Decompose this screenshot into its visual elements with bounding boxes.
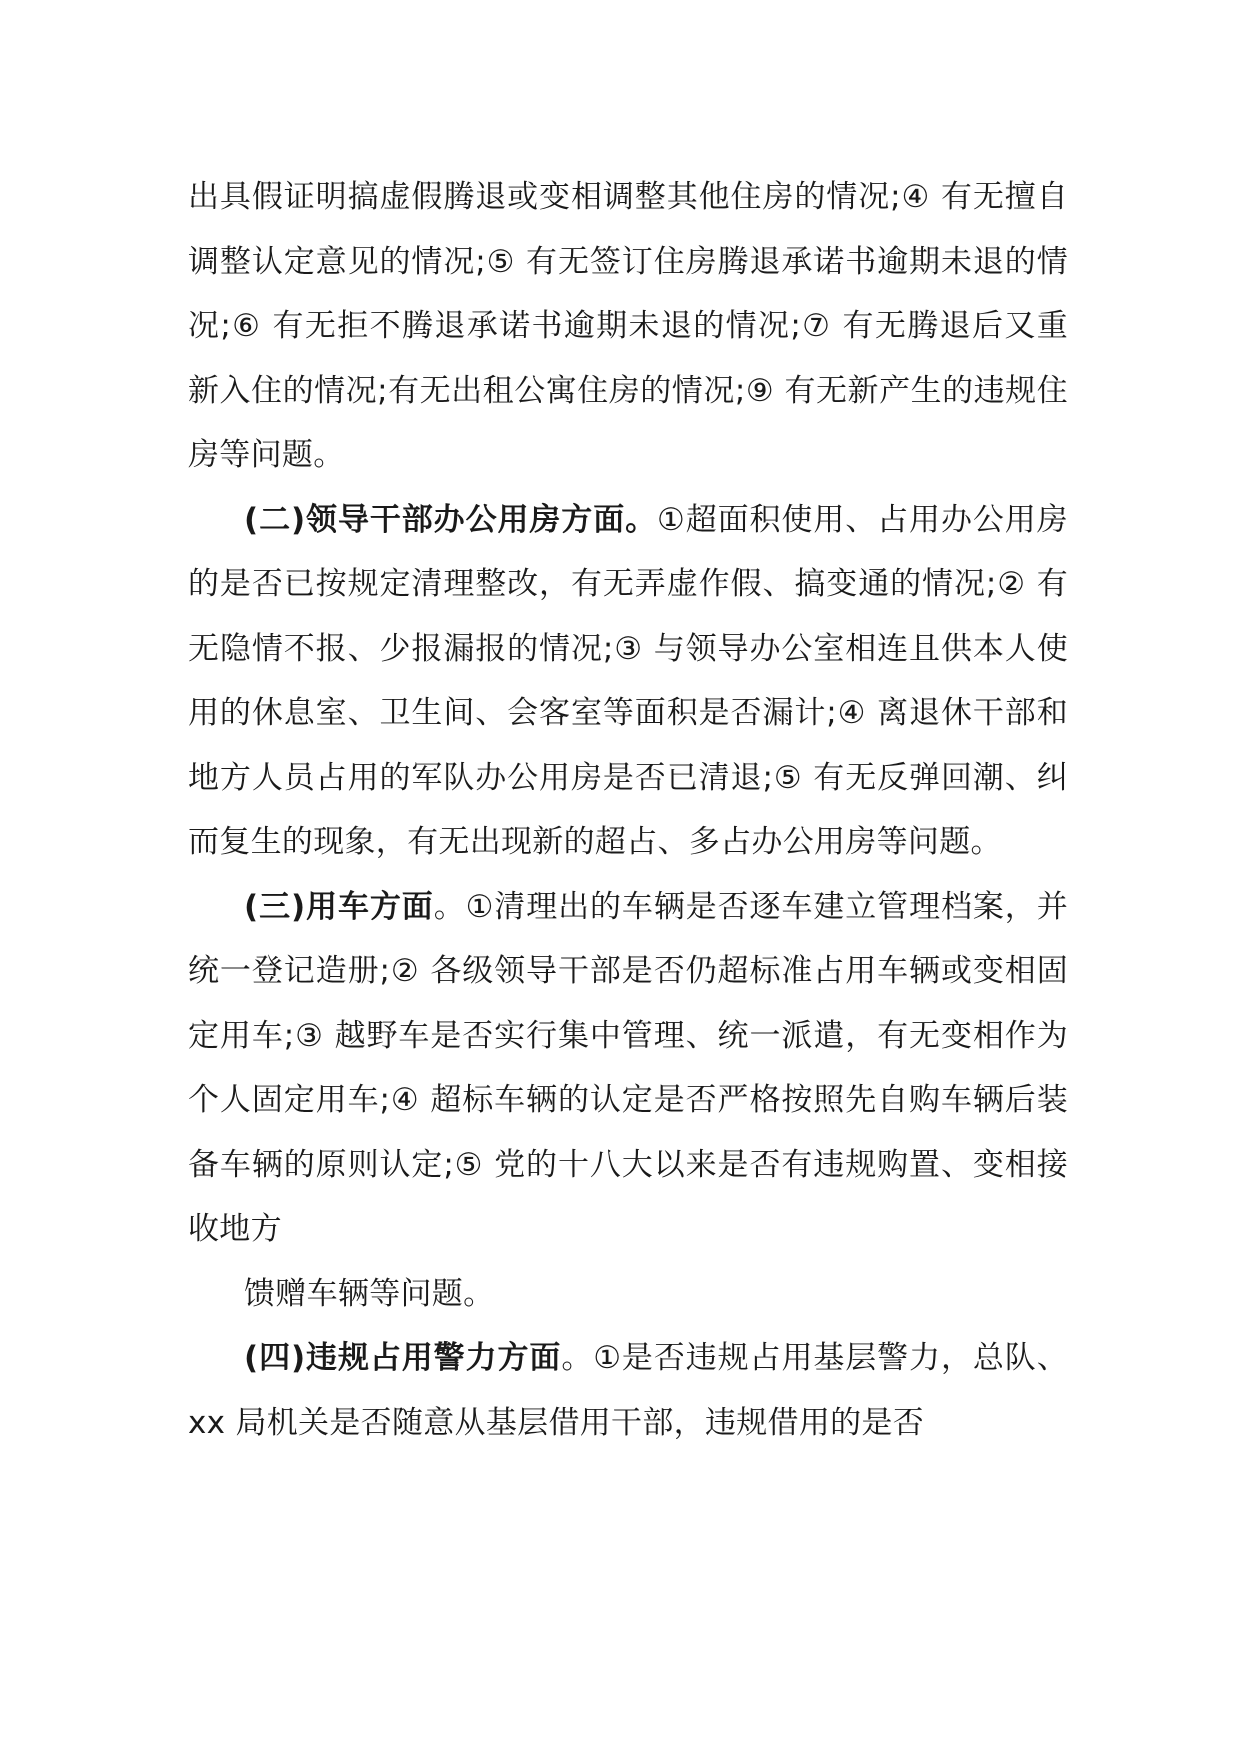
paragraph-text: 馈赠车辆等问题。 (244, 1275, 495, 1312)
section-heading-vehicles: (三)用车方面 (244, 888, 434, 925)
paragraph-vehicles-continued (188, 1262, 1068, 1327)
paragraph-office-space (188, 488, 1068, 875)
paragraph-police-force (188, 1326, 1068, 1455)
paragraph-text: 。①是否违规占用基层警力，总队、xx 局机关是否随意从基层借用干部，违规借用的是否 (188, 1340, 1068, 1441)
section-heading-office-space: (二)领导干部办公用房方面。 (244, 501, 658, 538)
paragraph-text: 。①清理出的车辆是否逐车建立管理档案，并统一登记造册;② 各级领导干部是否仍超标准占用车辆或变相固定用车;③ 越野车是否实行集中管理、统一派遣，有无变相作为个人固定用车;④ 超标车辆的认定是否严格按照先自购车辆后装备车辆的原则认定;⑤ 党的十八大以来是否有违规购置、变相接收地方 (188, 888, 1068, 1247)
section-heading-police-force: (四)违规占用警力方面 (244, 1340, 562, 1376)
paragraph-vehicles (188, 875, 1068, 1262)
paragraph-housing-continued (188, 165, 1068, 488)
paragraph-text: ①超面积使用、占用办公用房的是否已按规定清理整改，有无弄虚作假、搞变通的情况;② 有无隐情不报、少报漏报的情况;③ 与领导办公室相连且供本人使用的休息室、卫生间、会客室等面积是否漏计;④ 离退休干部和地方人员占用的军队办公用房是否已清退;⑤ 有无反弹回潮、纠而复生的现象，有无出现新的超占、多占办公用房等问题。 (188, 501, 1068, 860)
paragraph-text: 出具假证明搞虚假腾退或变相调整其他住房的情况;④ 有无擅自调整认定意见的情况;⑤ 有无签订住房腾退承诺书逾期未退的情况;⑥ 有无拒不腾退承诺书逾期未退的情况;⑦ 有无腾退后又重新入住的情况;有无出租公寓住房的情况;⑨ 有无新产生的违规住房等问题。 (188, 179, 1068, 473)
document-body (188, 165, 1068, 1455)
